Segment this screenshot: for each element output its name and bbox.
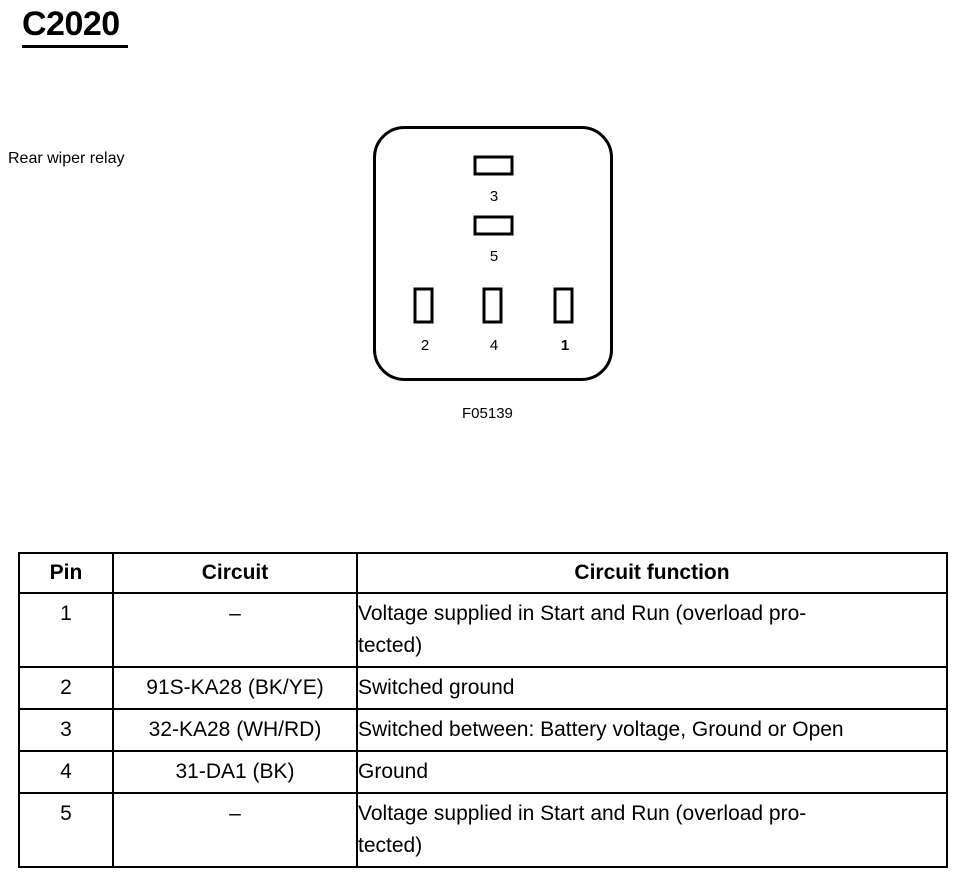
function-line: Switched ground bbox=[358, 676, 515, 699]
function-line: Ground bbox=[358, 760, 429, 783]
function-line: tected) bbox=[358, 834, 423, 857]
table-header-row bbox=[19, 553, 947, 593]
function-cell bbox=[357, 751, 947, 793]
pin-1-label: 1 bbox=[560, 337, 570, 354]
function-line: Switched between: Battery voltage, Ground or Open bbox=[358, 718, 844, 741]
pin-5-label: 5 bbox=[489, 248, 499, 265]
connector-face-diagram bbox=[373, 126, 613, 381]
table-row bbox=[19, 593, 947, 667]
pin-cell: 5 bbox=[19, 793, 113, 867]
connector-description: Rear wiper relay bbox=[8, 150, 125, 167]
pin-2-label: 2 bbox=[420, 337, 430, 354]
function-line: Voltage supplied in Start and Run (overload pro- bbox=[358, 802, 807, 825]
pin-cell: 2 bbox=[19, 667, 113, 709]
table-row bbox=[19, 793, 947, 867]
circuit-cell: – bbox=[113, 593, 357, 667]
pinout-table bbox=[18, 552, 948, 868]
table-row bbox=[19, 751, 947, 793]
function-cell bbox=[357, 667, 947, 709]
table-row bbox=[19, 709, 947, 751]
header-pin: Pin bbox=[19, 553, 113, 593]
pin-2-terminal bbox=[415, 289, 432, 322]
title-underline bbox=[22, 45, 128, 48]
circuit-cell: – bbox=[113, 793, 357, 867]
pin-5-terminal bbox=[475, 217, 512, 234]
header-circuit-function: Circuit function bbox=[357, 553, 947, 593]
pin-4-label: 4 bbox=[489, 337, 499, 354]
function-cell bbox=[357, 593, 947, 667]
function-cell bbox=[357, 793, 947, 867]
pin-1-terminal bbox=[555, 289, 572, 322]
function-line: Voltage supplied in Start and Run (overload pro- bbox=[358, 602, 807, 625]
pin-3-terminal bbox=[475, 157, 512, 174]
pin-cell: 1 bbox=[19, 593, 113, 667]
pin-3-label: 3 bbox=[489, 188, 499, 205]
figure-id: F05139 bbox=[462, 405, 513, 422]
circuit-cell: 91S-KA28 (BK/YE) bbox=[113, 667, 357, 709]
function-cell bbox=[357, 709, 947, 751]
pin-cell: 3 bbox=[19, 709, 113, 751]
pin-cell: 4 bbox=[19, 751, 113, 793]
connector-title: C2020 bbox=[22, 5, 120, 43]
circuit-cell: 32-KA28 (WH/RD) bbox=[113, 709, 357, 751]
table-row bbox=[19, 667, 947, 709]
header-circuit: Circuit bbox=[113, 553, 357, 593]
pin-4-terminal bbox=[484, 289, 501, 322]
circuit-cell: 31-DA1 (BK) bbox=[113, 751, 357, 793]
function-line: tected) bbox=[358, 634, 423, 657]
